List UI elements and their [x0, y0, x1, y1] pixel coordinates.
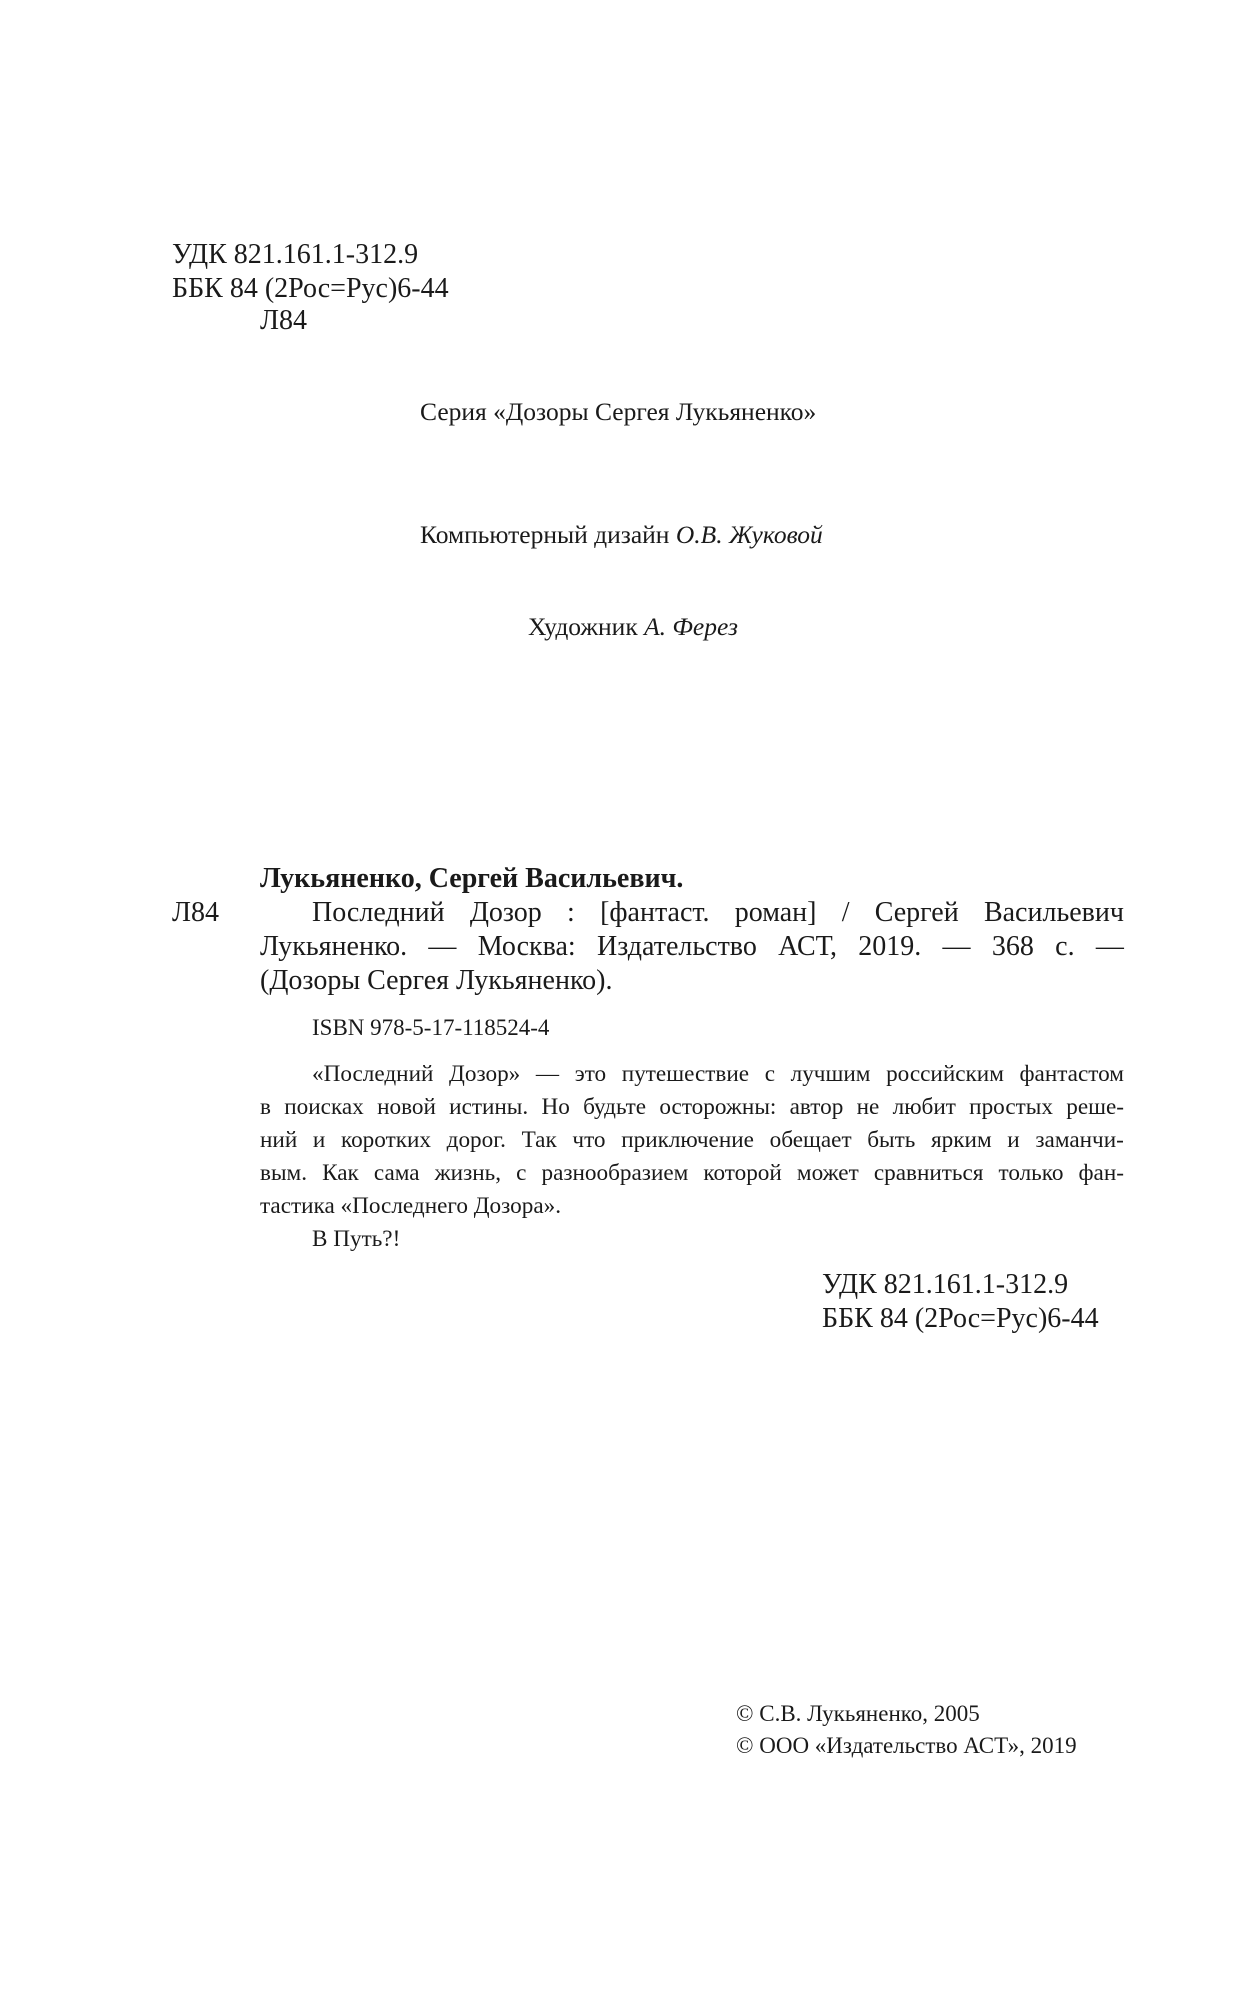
word: дорог.	[446, 1127, 506, 1153]
bibliographic-line-2	[260, 932, 1124, 962]
author-heading: Лукьяненко, Сергей Васильевич.	[260, 863, 684, 894]
word: :	[567, 897, 575, 928]
bbk-code-top: ББК 84 (2Рос=Рус)6-44	[172, 273, 449, 304]
word: ний	[260, 1127, 298, 1153]
word: Москва:	[477, 931, 576, 962]
word: это	[574, 1061, 607, 1087]
word: вым.	[260, 1160, 307, 1186]
word: только	[998, 1160, 1064, 1186]
design-label: Компьютерный дизайн	[420, 520, 676, 549]
word: и	[312, 1127, 326, 1153]
annotation-line-5: тастика «Последнего Дозора».	[260, 1193, 562, 1219]
bbk-code-bottom: ББК 84 (2Рос=Рус)6-44	[822, 1303, 1099, 1334]
word: поисках	[284, 1094, 364, 1120]
word: не	[856, 1094, 880, 1120]
word: —	[428, 931, 457, 962]
word: обещает	[769, 1127, 852, 1153]
annotation-line-1	[312, 1058, 1124, 1090]
word: сама	[373, 1160, 420, 1186]
artist-credit	[528, 612, 738, 642]
word: любит	[892, 1094, 956, 1120]
word: в	[260, 1094, 271, 1120]
word: с	[516, 1160, 527, 1186]
word: коротких	[341, 1127, 431, 1153]
copyright-publisher: © ООО «Издательство АСТ», 2019	[736, 1733, 1077, 1758]
word: [фантаст.	[600, 897, 710, 928]
design-credit	[420, 520, 823, 550]
word: Издательство	[597, 931, 757, 962]
word: —	[942, 931, 971, 962]
copyright-author: © С.В. Лукьяненко, 2005	[736, 1701, 980, 1726]
bibliographic-line-1	[312, 898, 1124, 928]
author-sign-top: Л84	[260, 305, 307, 336]
artist-name: А. Ферез	[644, 612, 738, 641]
word: Сергей	[874, 897, 959, 928]
word: —	[535, 1061, 560, 1087]
word: простых	[969, 1094, 1053, 1120]
author-sign-left: Л84	[172, 897, 219, 928]
word: /	[841, 897, 850, 928]
word: 2019.	[858, 931, 922, 962]
word: Васильевич	[983, 897, 1124, 928]
word: быть	[867, 1127, 916, 1153]
word: путешествие	[621, 1061, 750, 1087]
word: Последний	[312, 897, 445, 928]
word: приключение	[621, 1127, 754, 1153]
word: Лукьяненко.	[260, 931, 408, 962]
word: Как	[322, 1160, 359, 1186]
designer-name: О.В. Жуковой	[675, 520, 823, 549]
word: новой	[377, 1094, 436, 1120]
annotation-line-4	[260, 1157, 1124, 1189]
word: жизнь,	[434, 1160, 502, 1186]
word: российским	[886, 1061, 1004, 1087]
word: сравниться	[873, 1160, 984, 1186]
word: лучшим	[790, 1061, 871, 1087]
word: роман]	[734, 897, 817, 928]
annotation-line-3	[260, 1124, 1124, 1156]
word: «Последний	[312, 1061, 434, 1087]
word: с.	[1055, 931, 1075, 962]
word: разнообразием	[541, 1160, 689, 1186]
word: автор	[789, 1094, 844, 1120]
annotation-line-2	[260, 1091, 1124, 1123]
word: Дозор»	[449, 1061, 521, 1087]
word: АСТ,	[778, 931, 837, 962]
word: будьте	[583, 1094, 647, 1120]
word: —	[1095, 931, 1124, 962]
word: которой	[703, 1160, 782, 1186]
word: осторожны:	[659, 1094, 777, 1120]
annotation-line-6: В Путь?!	[312, 1226, 401, 1252]
word: реше-	[1066, 1094, 1124, 1120]
word: Дозор	[469, 897, 542, 928]
artist-label: Художник	[528, 612, 645, 641]
word: 368	[991, 931, 1034, 962]
series-line: Серия «Дозоры Сергея Лукьяненко»	[420, 397, 817, 426]
udk-code-bottom: УДК 821.161.1-312.9	[822, 1269, 1069, 1300]
word: заманчи-	[1035, 1127, 1124, 1153]
word: фантастом	[1019, 1061, 1124, 1087]
word: Но	[541, 1094, 570, 1120]
isbn: ISBN 978-5-17-118524-4	[312, 1015, 550, 1040]
bibliographic-line-3: (Дозоры Сергея Лукьяненко).	[260, 965, 613, 996]
udk-code-top: УДК 821.161.1-312.9	[172, 239, 419, 270]
word: что	[572, 1127, 606, 1153]
word: с	[764, 1061, 775, 1087]
word: Так	[521, 1127, 557, 1153]
word: и	[1007, 1127, 1020, 1153]
word: фан-	[1078, 1160, 1124, 1186]
word: истины.	[449, 1094, 529, 1120]
word: ярким	[931, 1127, 992, 1153]
word: может	[796, 1160, 859, 1186]
